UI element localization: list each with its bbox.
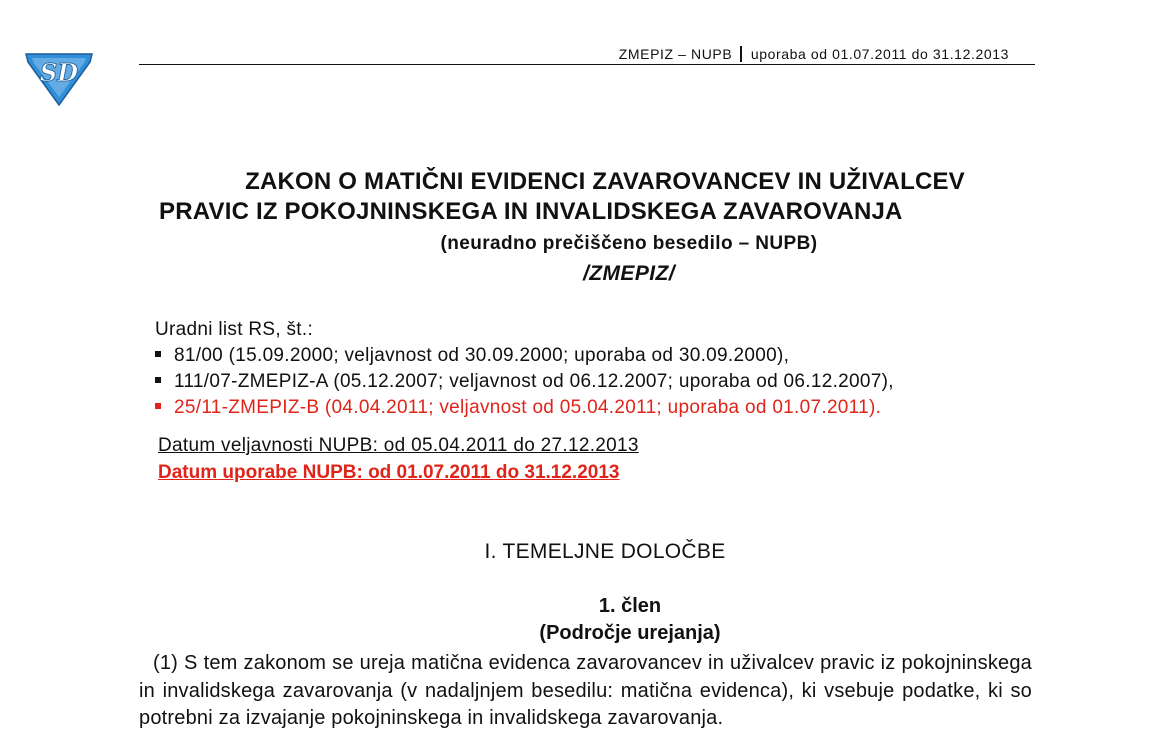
gazette-item — [155, 369, 894, 395]
header-usage-period: uporaba od 01.07.2011 do 31.12.2013 — [750, 46, 1009, 62]
gazette-item-text: 25/11-ZMEPIZ-B (04.04.2011; veljavnost od 05.04.2011; uporaba od 01.07.2011). — [174, 397, 882, 418]
chapter-heading: I. TEMELJNE DOLOČBE — [484, 540, 726, 563]
bullet-icon — [155, 403, 161, 409]
law-title-line-2: PRAVIC IZ POKOJNINSKEGA IN INVALIDSKEGA ZAVAROVANJA — [159, 198, 903, 225]
article-number: 1. člen — [598, 595, 662, 617]
law-title-line-1: ZAKON O MATIČNI EVIDENCI ZAVAROVANCEV IN UŽIVALCEV — [245, 168, 965, 195]
bullet-icon — [155, 377, 161, 383]
logo — [20, 48, 98, 106]
header-rule — [139, 64, 1035, 65]
running-header — [619, 46, 1009, 62]
shield-logo-icon — [20, 48, 98, 106]
header-law-abbr: ZMEPIZ – NUPB — [618, 46, 733, 62]
law-subtitle: (neuradno prečiščeno besedilo – NUPB) — [440, 233, 818, 254]
bullet-icon — [155, 351, 161, 357]
usage-date: Datum uporabe NUPB: od 01.07.2011 do 31.12.2013 — [158, 462, 620, 483]
header-separator — [740, 46, 742, 62]
article-title: (Področje urejanja) — [539, 622, 721, 644]
gazette-item-current — [155, 395, 894, 421]
article-paragraph: (1) S tem zakonom se ureja matična evidenca zavarovancev in uživalcev pravic iz pokojninskega in invalidskega zavarovanja (v nadaljnjem besedilu: matična evidenca), ki vsebuje podatke, ki so potrebni za izvajanje pokojninskega in invalidskega zavarovanja. — [139, 652, 1032, 729]
logo-letters: SD — [39, 58, 79, 87]
gazette-item-text: 81/00 (15.09.2000; veljavnost od 30.09.2000; uporaba od 30.09.2000), — [174, 345, 790, 366]
gazette-list — [155, 343, 894, 421]
gazette-item-text: 111/07-ZMEPIZ-A (05.12.2007; veljavnost od 06.12.2007; uporaba od 06.12.2007), — [174, 371, 894, 392]
gazette-item — [155, 343, 894, 369]
gazette-label: Uradni list RS, št.: — [155, 319, 314, 340]
validity-date: Datum veljavnosti NUPB: od 05.04.2011 do 27.12.2013 — [158, 435, 639, 456]
law-abbreviation: /ZMEPIZ/ — [583, 262, 675, 285]
